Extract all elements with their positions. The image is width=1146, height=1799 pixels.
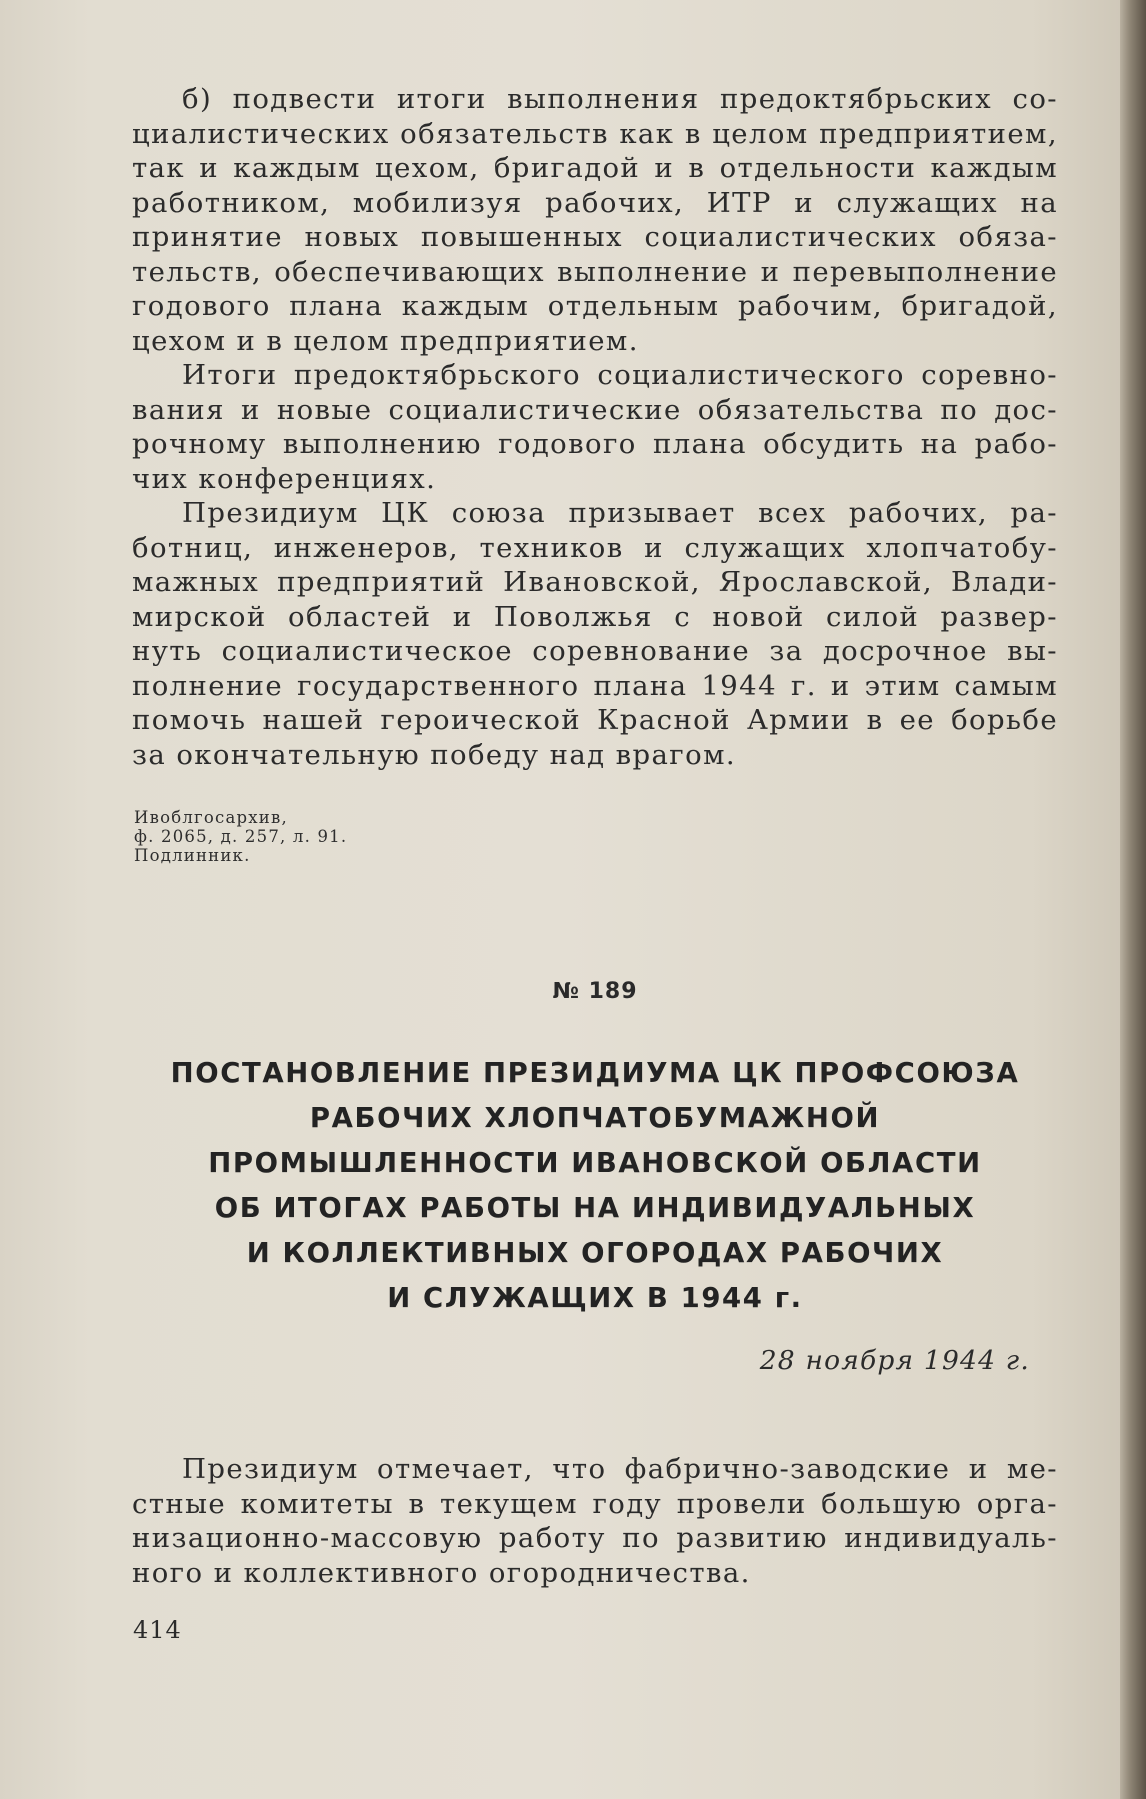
text-line: Итоги предоктябрьского социалистического соревно- [182,359,1058,391]
text-line: годового плана каждым отдельным рабочим, бригадой, [132,290,1058,322]
archive-source-note [134,808,347,865]
text-line: низационно-массовую работу по развитию индивидуаль- [132,1522,1058,1554]
text-line: принятие новых повышенных социалистических обяза- [132,221,1058,253]
text-line: мажных предприятий Ивановской, Ярославской, Влади- [132,566,1058,598]
text-line: б) подвести итоги выполнения предоктябрьских со- [182,83,1058,115]
text-line: циалистических обязательств как в целом предприятием, [132,117,1058,150]
source-status: Подлинник. [134,846,251,865]
text-line: за окончательную победу над врагом. [132,738,737,771]
title-line: РАБОЧИХ ХЛОПЧАТОБУМАЖНОЙ [309,1102,881,1134]
text-line: ботниц, инженеров, техников и служащих хлопчатобу- [132,531,1058,564]
text-line: работником, мобилизуя рабочих, ИТР и служащих на [132,186,1058,219]
title-line: И КОЛЛЕКТИВНЫХ ОГОРОДАХ РАБОЧИХ [246,1237,944,1269]
title-line: ОБ ИТОГАХ РАБОТЫ НА ИНДИВИДУАЛЬНЫХ [214,1192,976,1224]
text-line: нуть социалистическое соревнование за досрочное вы- [132,635,1058,667]
document-date: 28 ноября 1944 г. [759,1345,1030,1376]
text-line: Президиум ЦК союза призывает всех рабочих, ра- [182,497,1058,529]
document-title [132,1051,1058,1321]
text-line: так и каждым цехом, бригадой и в отдельности каждым [132,152,1058,184]
document-number: № 189 [552,979,638,1004]
text-line: вания и новые социалистические обязательства по дос- [132,393,1058,426]
text-line: рочному выполнению годового плана обсудить на рабо- [132,428,1058,460]
text-line: цехом и в целом предприятием. [132,324,639,357]
text-line: тельств, обеспечивающих выполнение и перевыполнение [132,255,1058,288]
text-line: мирской областей и Поволжья с новой силой развер- [132,600,1058,633]
source-reference: ф. 2065, д. 257, л. 91. [134,827,348,846]
page-number: 414 [133,1616,182,1644]
text-line: полнение государственного плана 1944 г. и этим самым [132,669,1058,702]
source-archive: Ивоблгосархив, [134,808,288,827]
book-spine-edge [1120,0,1146,1799]
text-line: ного и коллективного огородничества. [132,1556,751,1589]
text-line: помочь нашей героической Красной Армии в ее борьбе [132,704,1058,736]
document-body [132,1452,1058,1590]
title-line: ПОСТАНОВЛЕНИЕ ПРЕЗИДИУМА ЦК ПРОФСОЮЗА [170,1057,1020,1089]
text-line: Президиум отмечает, что фабрично-заводские и ме- [182,1453,1058,1485]
title-line: ПРОМЫШЛЕННОСТИ ИВАНОВСКОЙ ОБЛАСТИ [208,1147,982,1179]
title-line: И СЛУЖАЩИХ В 1944 г. [387,1282,803,1314]
text-line: стные комитеты в текущем году провели большую орга- [132,1487,1058,1520]
text-line: чих конференциях. [132,462,437,495]
top-text-block [132,82,1058,772]
